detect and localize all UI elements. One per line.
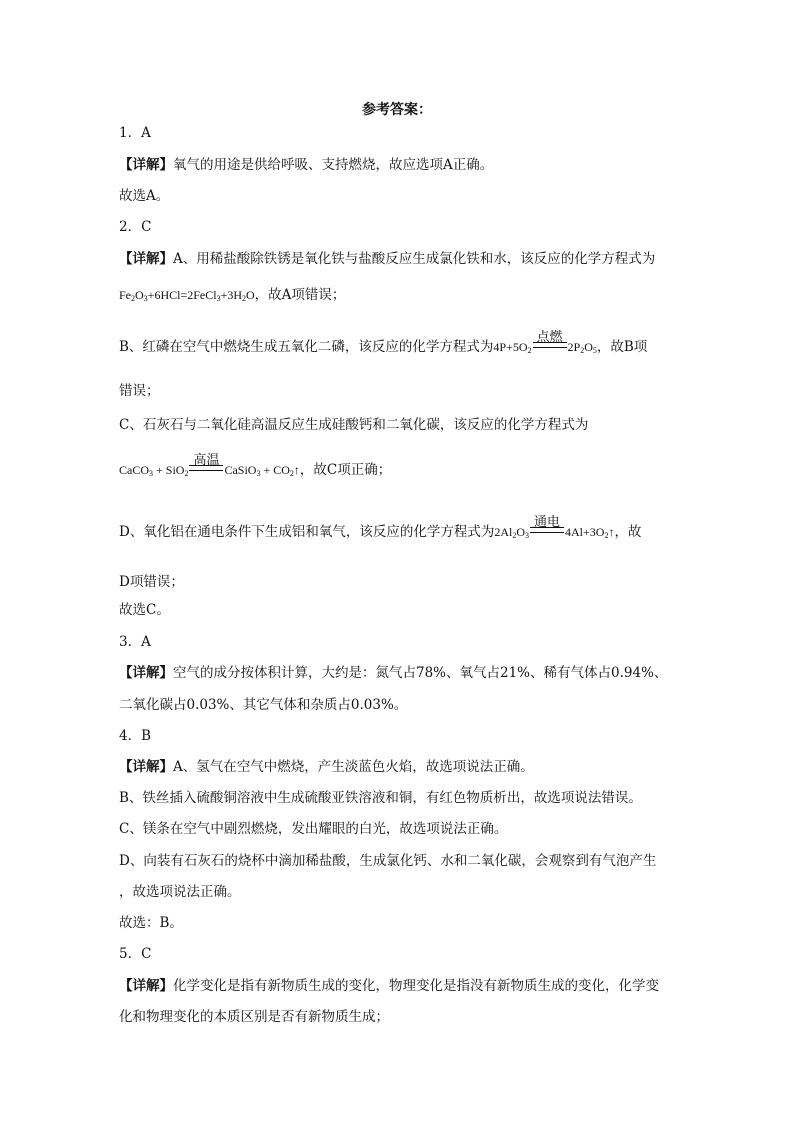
gas-arrow: ↑ xyxy=(293,463,300,477)
q2-detail-a-text: A、用稀盐酸除铁锈是氧化铁与盐酸反应生成氯化铁和水，该反应的化学方程式为 xyxy=(173,251,656,267)
q1-detail xyxy=(119,156,493,174)
q2-detail-b xyxy=(119,330,648,356)
q3-detail xyxy=(119,664,667,682)
q2-detail-d-cont: D项错误； xyxy=(119,574,184,590)
q1-detail-text: 氧气的用途是供给呼吸、支持燃烧，故应选项A正确。 xyxy=(173,157,494,173)
q4-detail-a xyxy=(119,758,534,776)
q4-detail-b: B、铁丝插入硫酸铜溶液中生成硫酸亚铁溶液和铜，有红色物质析出，故选项说法错误。 xyxy=(119,790,642,806)
q2-detail-d xyxy=(119,515,642,541)
q2-detail-d-text: D、氧化铝在通电条件下生成铝和氧气，该反应的化学方程式为 xyxy=(119,524,495,540)
equation-d-after: ，故 xyxy=(614,524,642,540)
equation-d: $2Al_2O_3$ 通电 $4Al+3O_2↑$ xyxy=(494,515,615,540)
detail-tag: 【详解】 xyxy=(119,759,173,775)
q2-number: 2．C xyxy=(119,219,152,235)
q4-number: 4．B xyxy=(119,728,152,744)
q4-detail-a-text: A、氢气在空气中燃烧，产生淡蓝色火焰，故选项说法正确。 xyxy=(173,759,534,775)
q4-detail-d: D、向装有石灰石的烧杯中滴加稀盐酸，生成氯化钙、水和二氧化碳，会观察到有气泡产生 xyxy=(119,853,657,869)
equation-b: $4P+5O_2$ 点燃 $2P_2O_5$ xyxy=(493,330,597,355)
equation-c: CaCO$_3$ + SiO$_2$ 高温 CaSiO$_3$ + $CO_2↑$ xyxy=(119,453,300,478)
gas-arrow: ↑ xyxy=(608,525,615,539)
q4-detail-c: C、镁条在空气中剧烈燃烧，发出耀眼的白光，故选项说法正确。 xyxy=(119,821,508,837)
detail-tag: 【详解】 xyxy=(119,251,173,267)
page-title: 参考答案： xyxy=(362,102,432,118)
q5-detail xyxy=(119,977,659,995)
q5-detail-cont: 化和物理变化的本质区别是否有新物质生成； xyxy=(119,1009,389,1025)
q2-detail-c: C、石灰石与二氧化硅高温反应生成硅酸钙和二氧化碳，该反应的化学方程式为 xyxy=(119,417,589,433)
q1-number: 1．A xyxy=(119,125,151,141)
q3-detail-cont: 二氧化碳占0.03%、其它气体和杂质占0.03%。 xyxy=(119,697,408,713)
q2-answer: 故选C。 xyxy=(119,602,170,618)
q5-number: 5．C xyxy=(119,946,152,962)
condition-electrolysis: 通电 xyxy=(530,523,564,541)
q1-answer: 故选A。 xyxy=(119,188,170,204)
detail-tag: 【详解】 xyxy=(119,665,173,681)
q3-number: 3．A xyxy=(119,634,151,650)
q4-detail-d-cont: ，故选项说法正确。 xyxy=(119,884,241,900)
condition-ignite: 点燃 xyxy=(533,338,567,356)
q2-detail-b-text: B、红磷在空气中燃烧生成五氧化二磷，该反应的化学方程式为 xyxy=(119,339,494,355)
equation-c-after: ，故C项正确； xyxy=(299,462,392,478)
q2-detail-b-cont: 错误； xyxy=(119,383,160,399)
condition-high-temp: 高温 xyxy=(189,461,223,479)
q4-answer: 故选：B。 xyxy=(119,915,183,931)
q2-equation-a-line xyxy=(119,286,345,304)
q3-detail-text: 空气的成分按体积计算，大约是：氮气占78%、氧气占21%、稀有气体占0.94%、 xyxy=(173,665,668,681)
equation-a-after: ，故A项错误； xyxy=(254,287,346,303)
detail-tag: 【详解】 xyxy=(119,157,173,173)
equation-b-after: ，故B项 xyxy=(596,339,648,355)
equation-a: $Fe_2O_3+6HCl=2FeCl_3+3H_2O$ xyxy=(119,288,255,303)
q2-detail-a xyxy=(119,250,655,268)
q5-detail-text: 化学变化是指有新物质生成的变化，物理变化是指没有新物质生成的变化，化学变 xyxy=(173,978,659,994)
q2-equation-c-line xyxy=(119,453,392,479)
detail-tag: 【详解】 xyxy=(119,978,173,994)
